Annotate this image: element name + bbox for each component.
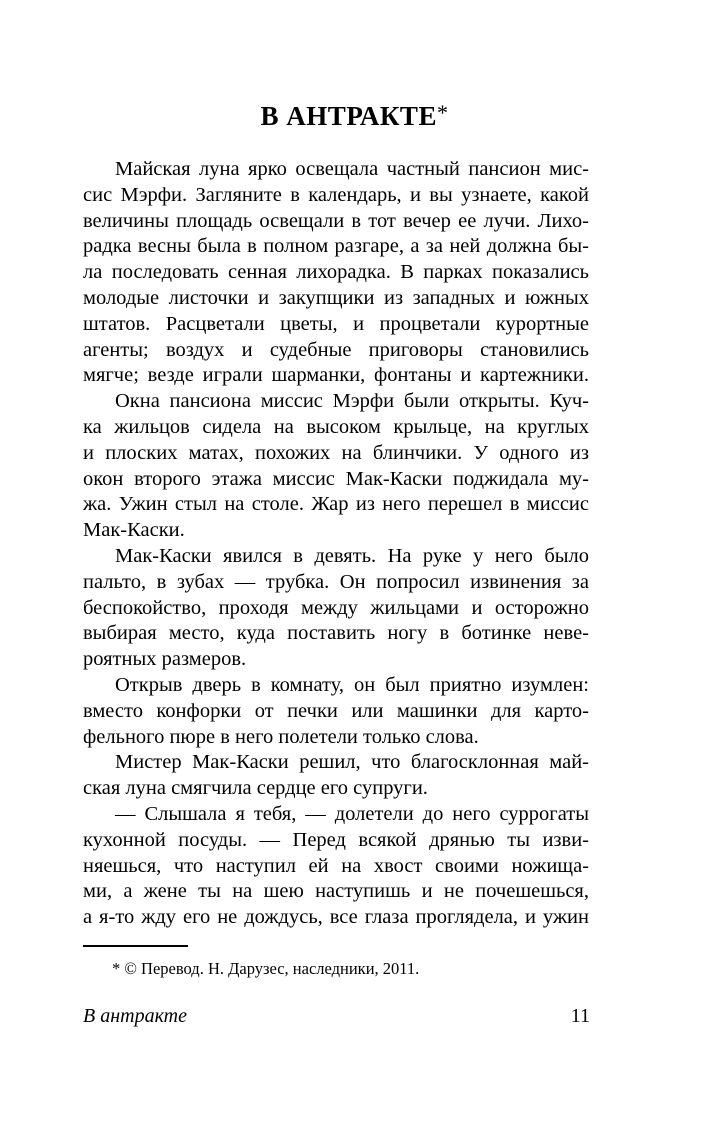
chapter-title-text: В АНТРАКТЕ xyxy=(260,101,437,131)
text-line: пальто, в зубах — трубка. Он попросил извинения за xyxy=(83,570,589,593)
footnote-divider xyxy=(83,945,188,947)
text-line: кухонной посуды. — Перед всякой дрянью ты изви- xyxy=(83,828,589,851)
text-line: жа. Ужин стыл на столе. Жар из него перешел в миссис xyxy=(83,493,589,516)
chapter-title xyxy=(0,100,709,132)
text-line: — Слышала я тебя, — долетели до него суррогаты xyxy=(115,802,589,825)
text-line: вместо конфорки от печки или машинки для карто- xyxy=(83,699,589,722)
text-line: величины площадь освещали в тот вечер ее лучи. Лихо- xyxy=(83,209,589,232)
text-line: агенты; воздух и судебные приговоры становились xyxy=(83,338,589,361)
text-line: окон второго этажа миссис Мак-Каски поджидала му- xyxy=(83,467,589,490)
text-line: ская луна смягчила сердце его супруги. xyxy=(83,777,428,800)
text-line: ми, а жене ты на шею наступишь и не почешешься, xyxy=(83,880,589,903)
text-line: роятных размеров. xyxy=(83,648,247,671)
text-line: фельного пюре в него полетели только слова. xyxy=(83,725,479,748)
page-number: 11 xyxy=(570,1005,590,1027)
text-line: Мистер Мак-Каски решил, что благосклонная май- xyxy=(115,751,589,774)
text-line: Мак-Каски явился в девять. На руке у него было xyxy=(115,544,589,567)
footnote: * © Перевод. Н. Дарузес, наследники, 2011. xyxy=(112,959,420,978)
running-title: В антракте xyxy=(83,1005,187,1027)
text-line: Окна пансиона миссис Мэрфи были открыты. Куч- xyxy=(115,390,589,413)
text-line: Открыв дверь в комнату, он был приятно изумлен: xyxy=(115,673,589,696)
text-line: беспокойство, проходя между жильцами и осторожно xyxy=(83,596,589,619)
text-line: ка жильцов сидела на высоком крыльце, на круглых xyxy=(83,415,589,438)
text-line: молодые листочки и закупщики из западных и южных xyxy=(83,286,589,309)
text-line: Майская луна ярко освещала частный пансион мис- xyxy=(115,158,589,180)
text-line: радка весны была в полном разгаре, а за ней должна бы- xyxy=(83,235,589,258)
text-line: штатов. Расцветали цветы, и процветали курортные xyxy=(83,312,589,335)
body-text xyxy=(83,157,589,931)
text-line: выбирая место, куда поставить ногу в ботинке неве- xyxy=(83,622,589,645)
footnote-marker: * xyxy=(436,100,449,125)
text-line: ла последовать сенная лихорадка. В парках показались xyxy=(83,261,589,284)
text-line: сис Мэрфи. Загляните в календарь, и вы узнаете, какой xyxy=(83,183,589,206)
text-line: мягче; везде играли шарманки, фонтаны и картежники. xyxy=(83,364,589,387)
text-line: Мак-Каски. xyxy=(83,519,185,542)
text-line: и плоских матах, похожих на блинчики. У одного из xyxy=(83,441,589,464)
text-line: а я-то жду его не дождусь, все глаза проглядела, и ужин xyxy=(83,906,589,929)
text-line: няешься, что наступил ей на хвост своими ножища- xyxy=(83,854,589,877)
